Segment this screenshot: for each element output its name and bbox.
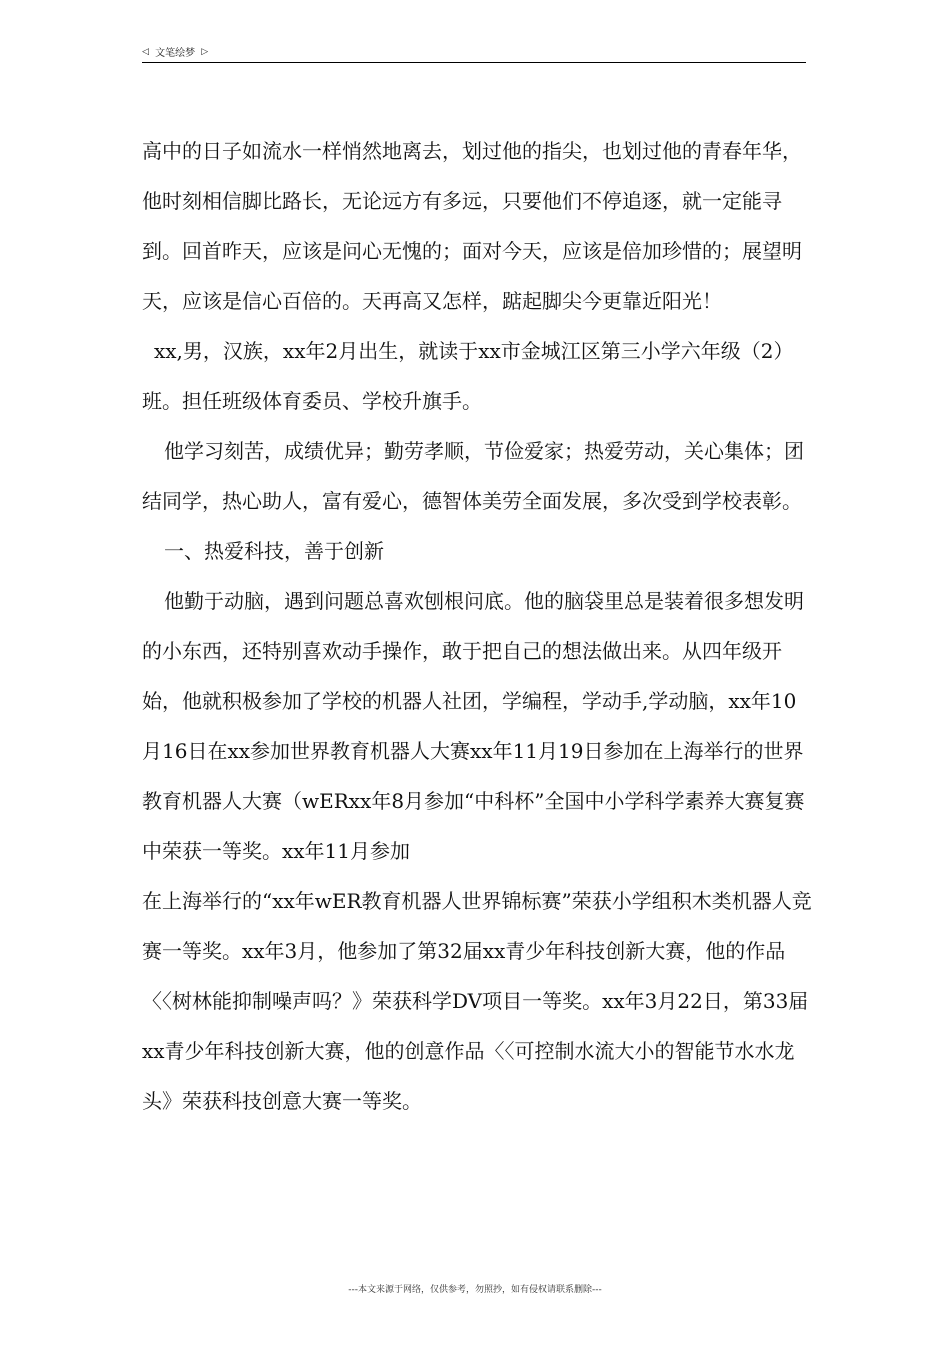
page-header bbox=[142, 44, 806, 62]
paragraph-awards: 在上海举行的“xx年wER教育机器人世界锦标赛”荣获小学组积木类机器人竞赛一等奖。xx年3月，他参加了第32届xx青少年科技创新大赛，他的作品〈〈树林能抑制噪声吗？》荣获科学DV项目一等奖。xx年3月22日，第33届xx青少年科技创新大赛，他的创意作品〈〈可控制水流大小的智能节水水龙头》荣获科技创意大赛一等奖。 bbox=[142, 889, 812, 1113]
paragraph-character: 他学习刻苦，成绩优异；勤劳孝顺，节俭爱家；热爱劳动，关心集体；团结同学，热心助人，富有爱心，德智体美劳全面发展，多次受到学校表彰。 bbox=[142, 439, 804, 513]
paragraph-intro: 高中的日子如流水一样悄然地离去，划过他的指尖，也划过他的青春年华，他时刻相信脚比路长，无论远方有多远，只要他们不停追逐，就一定能寻到。回首昨天，应该是问心无愧的；面对今天，应该是倍加珍惜的；展望明天，应该是信心百倍的。天再高又怎样，踮起脚尖今更靠近阳光！ bbox=[142, 139, 802, 313]
right-triangle-icon: ▷ bbox=[201, 46, 209, 57]
header-label: 文笔绘梦 bbox=[155, 48, 196, 59]
left-triangle-icon: ◁ bbox=[142, 46, 149, 57]
section-heading: 一、热爱科技，善于创新 bbox=[164, 539, 384, 563]
paragraph-technology: 他勤于动脑，遇到问题总喜欢刨根问底。他的脑袋里总是装着很多想发明的小东西，还特别喜欢动手操作，敢于把自己的想法做出来。从四年级开始，他就积极参加了学校的机器人社团，学编程，学动手,学动脑，xx年10月16日在xx参加世界教育机器人大赛xx年11月19日参加在上海举行的世界教育机器人大赛（wERxx年8月参加“中科杯”全国中小学科学素养大赛复赛中荣获一等奖。xx年11月参加 bbox=[142, 589, 805, 863]
header-divider bbox=[142, 62, 806, 63]
paragraph-profile: xx,男，汉族，xx年2月出生，就读于xx市金城江区第三小学六年级（2）班。担任班级体育委员、学校升旗手。 bbox=[142, 339, 794, 413]
document-body bbox=[142, 126, 814, 1126]
page-footer: ---本文来源于网络，仅供参考，勿照抄，如有侵权请联系删除--- bbox=[348, 1285, 602, 1295]
